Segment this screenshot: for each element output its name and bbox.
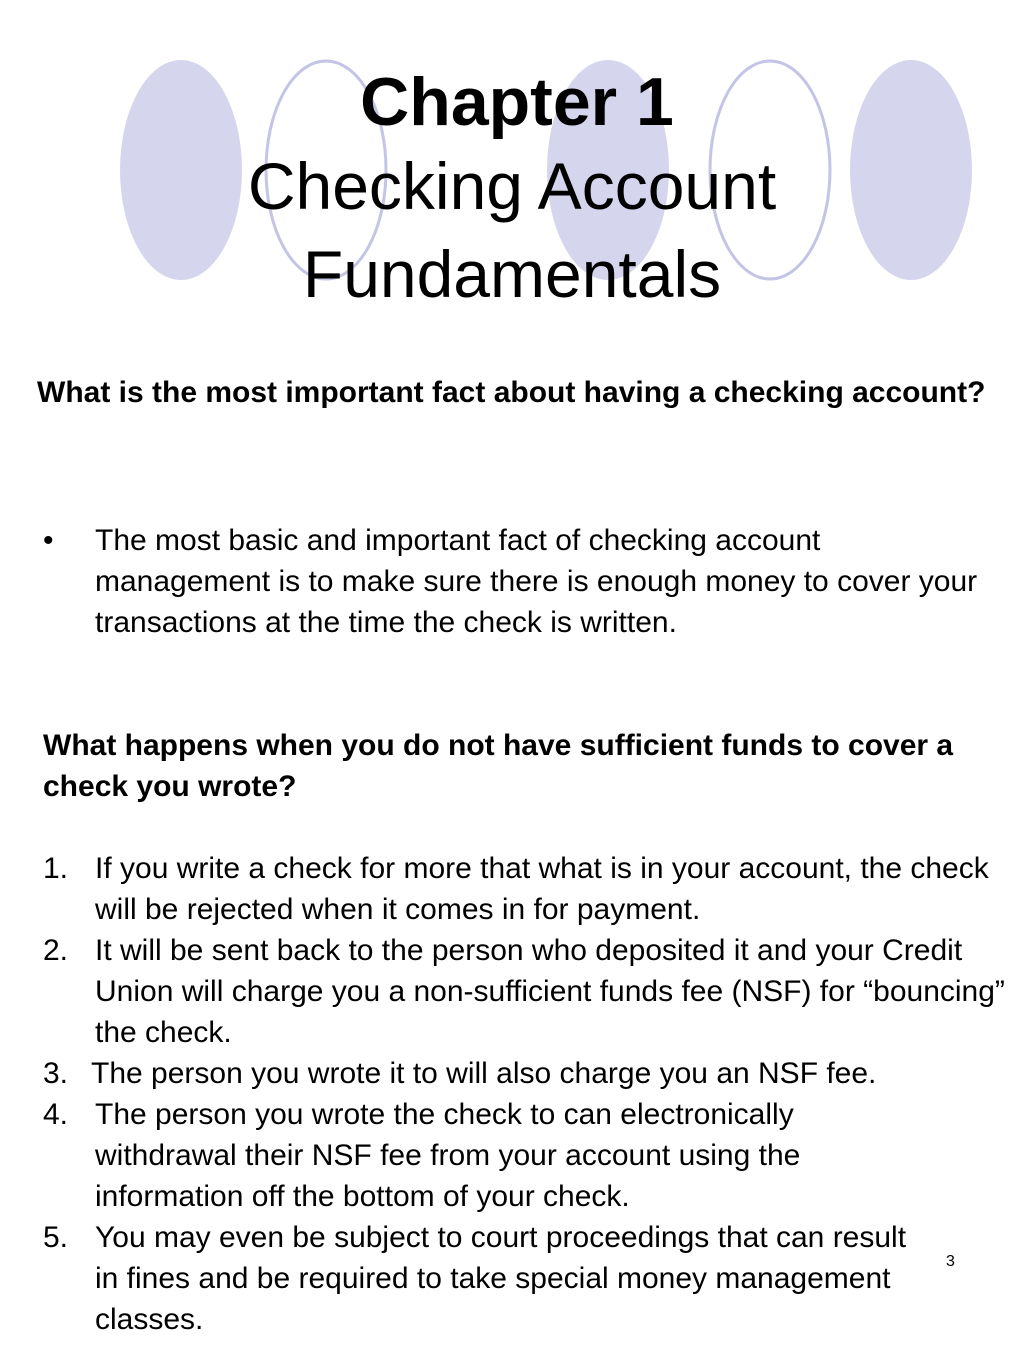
list-item bbox=[43, 520, 1003, 643]
consequence-list bbox=[43, 848, 1023, 1340]
list-item-text: It will be sent back to the person who deposited it and your Credit Union will charge you a non-sufficient funds fee (NSF) for “bouncing” the check. bbox=[95, 934, 1005, 1049]
list-item bbox=[43, 1217, 1023, 1340]
chapter-title: Checking Account Fundamentals bbox=[247, 149, 777, 311]
list-item-number: 2. bbox=[43, 934, 69, 967]
list-item bbox=[43, 930, 1023, 1053]
answer-bullet-list bbox=[43, 520, 1003, 643]
question-heading-2: What happens when you do not have sufficient funds to cover a check you wrote? bbox=[43, 729, 954, 803]
list-item-number: 4. bbox=[43, 1098, 69, 1131]
list-item bbox=[43, 848, 1023, 930]
slide-title bbox=[0, 62, 1024, 318]
list-item-number: 3. bbox=[43, 1057, 69, 1090]
list-item-text: If you write a check for more that what is in your account, the check will be rejected when it comes in for payment. bbox=[95, 852, 989, 926]
list-item bbox=[43, 1094, 1023, 1217]
list-item-text: The person you wrote it to will also charge you an NSF fee. bbox=[91, 1057, 877, 1090]
list-item-text: You may even be subject to court proceedings that can result in fines and be required to take special money management classes. bbox=[95, 1221, 907, 1336]
chapter-heading: Chapter 1 bbox=[360, 64, 674, 140]
list-item bbox=[43, 1053, 1023, 1094]
list-item-text: The person you wrote the check to can electronically withdrawal their NSF fee from your account using the information off the bottom of your check. bbox=[95, 1098, 801, 1213]
bullet-marker: • bbox=[43, 524, 54, 557]
list-item-text: The most basic and important fact of checking account management is to make sure there is enough money to cover your transactions at the time the check is written. bbox=[95, 524, 978, 639]
question-heading-1: What is the most important fact about having a checking account? bbox=[37, 376, 986, 409]
page-number: 3 bbox=[946, 1253, 955, 1270]
list-item-number: 1. bbox=[43, 852, 69, 885]
list-item-number: 5. bbox=[43, 1221, 69, 1254]
